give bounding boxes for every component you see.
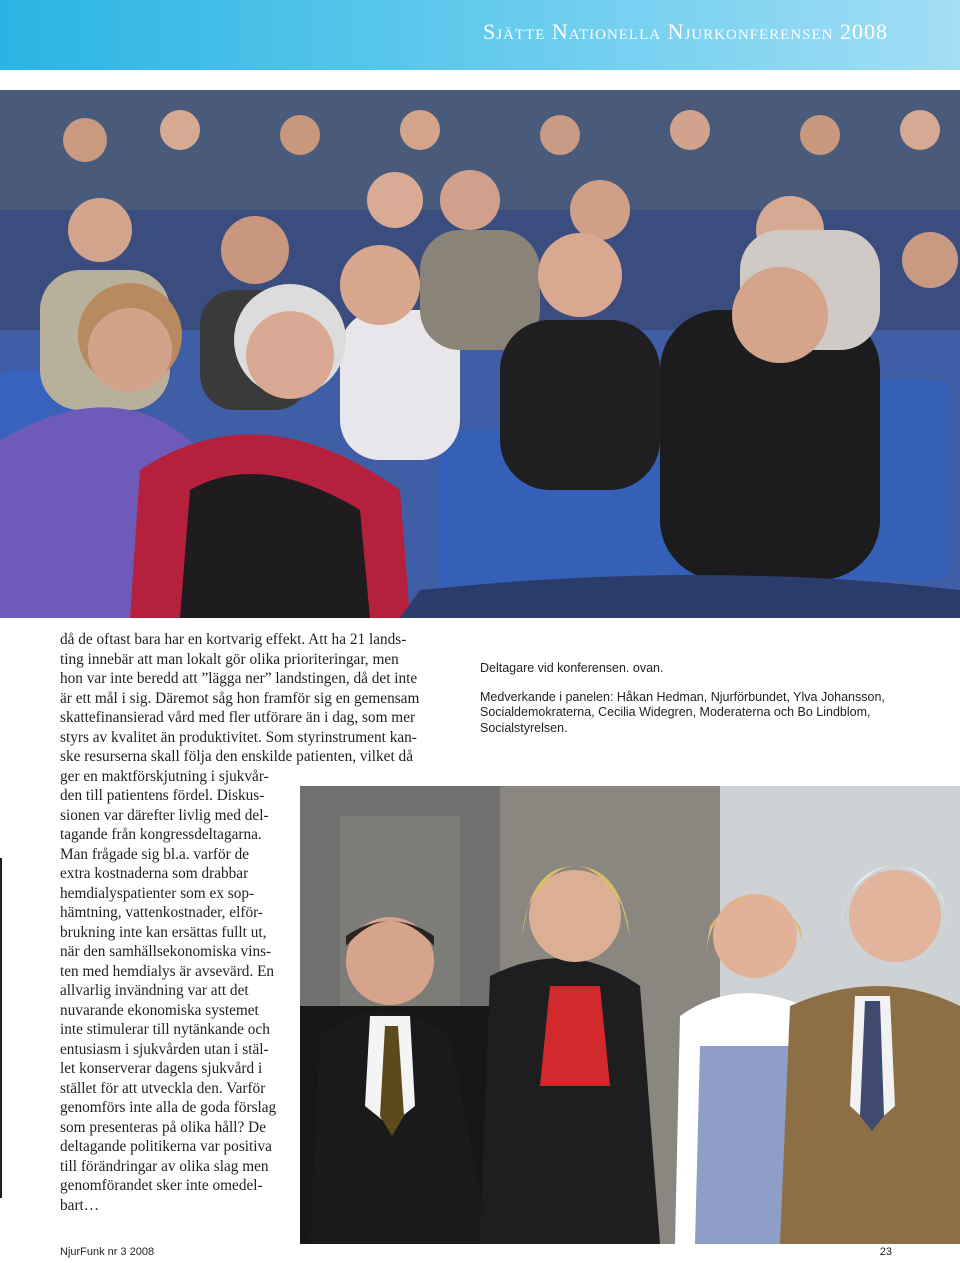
text-line: allvarlig invändning var att det [60, 982, 249, 999]
photo-captions [480, 661, 900, 749]
text-line: är ett mål i sig. Däremot såg hon framför sig en gemensam [60, 689, 420, 707]
caption-top-photo: Deltagare vid konferensen. ovan. [480, 661, 664, 675]
text-line: entusiasm i sjukvården utan i stäl- [60, 1040, 269, 1058]
text-line: bart… [60, 1196, 100, 1214]
footer-page-number: 23 [879, 1246, 892, 1258]
text-line: hämtning, vattenkostnader, elför- [60, 904, 263, 921]
header-title: Sjätte Nationella Njurkonferensen 2008 [483, 19, 888, 44]
text-line: tagande från kongressdeltagarna. [60, 826, 262, 843]
text-line: som presenteras på olika håll? De [60, 1118, 267, 1136]
text-line: skattefinansierad vård med fler utförare än i dag, som mer [60, 709, 416, 726]
text-line: hon var inte beredd att ”lägga ner” landstingen, då det inte [60, 670, 418, 687]
text-line: deltagande politikerna var positiva [60, 1138, 272, 1155]
text-line: inte stimulerar till nytänkande och [60, 1021, 270, 1038]
text-line: ten med hemdialys är avsevärd. En [60, 962, 275, 980]
article-text-wide [60, 630, 435, 786]
caption-panel-photo: Medverkande i panelen: Håkan Hedman, Njurförbundet, Ylva Johansson, Socialdemokraterna, Cecilia Widegren, Moderaterna och Bo Lindblom, Socialstyrelsen. [480, 689, 885, 735]
audience-photo [0, 90, 960, 618]
text-line: let konserverar dagens sjukvård i [60, 1060, 263, 1077]
photo-audience-icon [0, 90, 960, 618]
text-line: Man frågade sig bl.a. varför de [60, 845, 250, 863]
text-line: till förändringar av olika slag men [60, 1157, 269, 1175]
footer-publication: NjurFunk nr 3 2008 [60, 1246, 155, 1258]
text-line: den till patientens fördel. Diskus- [60, 787, 265, 804]
text-line: hemdialyspatienter som ex sop- [60, 884, 255, 902]
article-text-narrow [60, 786, 282, 1215]
text-line: genomförs inte alla de goda förslag [60, 1099, 277, 1116]
text-line: styrs av kvalitet än produktivitet. Som styrinstrument kan- [60, 728, 417, 746]
text-line: när den samhällsekonomiska vins- [60, 943, 272, 960]
text-line: ske resurserna skall följa den enskilde patienten, vilket då [60, 748, 413, 765]
text-line: genomförandet sker inte omedel- [60, 1177, 263, 1194]
panel-photo [300, 786, 960, 1244]
page-header [0, 0, 960, 70]
text-line: ting innebär att man lokalt gör olika prioriteringar, men [60, 650, 399, 668]
text-line: ger en maktförskjutning i sjukvår- [60, 767, 269, 785]
text-line: extra kostnaderna som drabbar [60, 865, 249, 882]
text-line: då de oftast bara har en kortvarig effekt. Att ha 21 lands- [60, 631, 407, 648]
left-margin-rule [0, 858, 2, 1198]
text-line: stället för att utveckla den. Varför [60, 1079, 266, 1097]
text-line: sionen var därefter livlig med del- [60, 806, 269, 824]
photo-panel-icon [300, 786, 960, 1244]
text-line: nuvarande ekonomiska systemet [60, 1001, 259, 1019]
text-line: brukning inte kan ersättas fullt ut, [60, 923, 267, 941]
